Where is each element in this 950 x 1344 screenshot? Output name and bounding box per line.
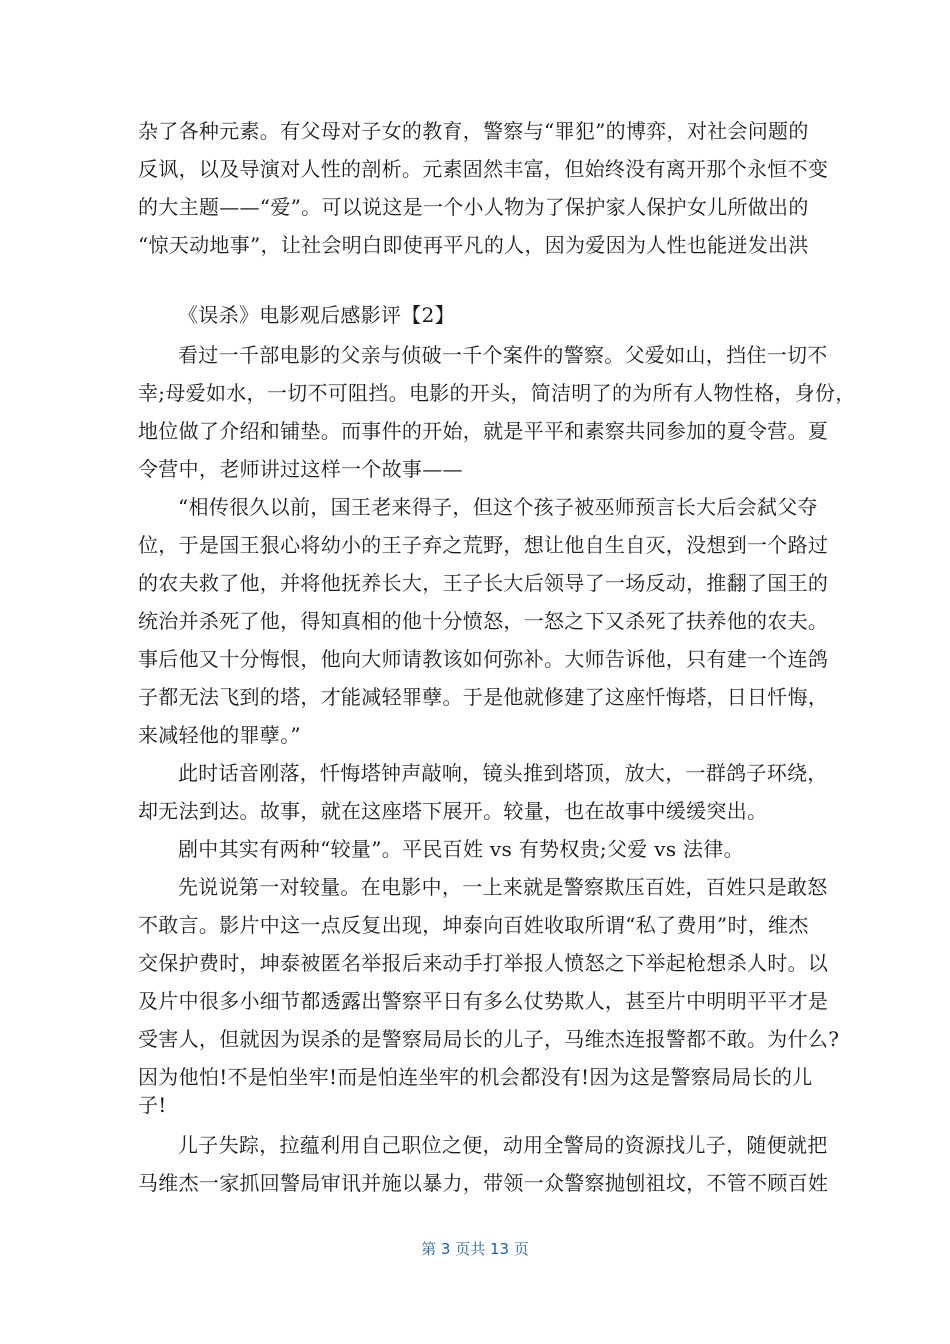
paragraph-line: 却无法到达。故事，就在这座塔下展开。较量，也在故事中缓缓突出。: [138, 799, 768, 823]
paragraph-line: 幸;母爱如水，一切不可阻挡。电影的开头，简洁明了的为所有人物性格，身份，: [138, 381, 856, 405]
paragraph-line: 因为他怕!不是怕坐牢!而是怕连坐牢的机会都没有!因为这是警察局局长的儿: [138, 1065, 813, 1089]
paragraph-line: 杂了各种元素。有父母对子女的教育，警察与“罪犯”的博弈，对社会问题的: [138, 119, 809, 143]
paragraph-line: 位，于是国王狠心将幼小的王子弃之荒野，想让他自生自灭，没想到一个路过: [138, 533, 829, 557]
paragraph-line: 马维杰一家抓回警局审讯并施以暴力，带领一众警察抛刨祖坟，不管不顾百姓: [138, 1171, 829, 1195]
paragraph-line: 及片中很多小细节都透露出警察平日有多么仗势欺人，甚至片中明明平平才是: [138, 989, 829, 1013]
paragraph-line: 的大主题——“爱”。可以说这是一个小人物为了保护家人保护女儿所做出的: [138, 195, 809, 219]
paragraph-line: 此时话音刚落，忏悔塔钟声敲响，镜头推到塔顶，放大，一群鸽子环绕，: [178, 761, 828, 785]
paragraph-line: 看过一千部电影的父亲与侦破一千个案件的警察。父爱如山，挡住一切不: [178, 343, 828, 367]
paragraph-line: 子!: [138, 1093, 167, 1117]
paragraph-line: 交保护费时，坤泰被匿名举报后来动手打举报人愤怒之下举起枪想杀人时。以: [138, 951, 829, 975]
paragraph-line: 反讽，以及导演对人性的剖析。元素固然丰富，但始终没有离开那个永恒不变: [138, 157, 829, 181]
paragraph-line: 的农夫救了他，并将他抚养长大，王子长大后领导了一场反动，推翻了国王的: [138, 571, 829, 595]
page-number: 第 3 页共 13 页: [421, 1240, 529, 1258]
paragraph-line: 令营中，老师讲过这样一个故事——: [138, 457, 463, 481]
paragraph-line: 受害人，但就因为误杀的是警察局局长的儿子，马维杰连报警都不敢。为什么?: [138, 1027, 840, 1051]
paragraph-line: “相传很久以前，国王老来得子，但这个孩子被巫师预言长大后会弑父夺: [178, 495, 818, 519]
paragraph-line: “惊天动地事”，让社会明白即使再平凡的人，因为爱因为人性也能迸发出洪: [138, 233, 809, 257]
paragraph-line: 剧中其实有两种“较量”。平民百姓 vs 有势权贵;父爱 vs 法律。: [178, 837, 744, 861]
paragraph-line: 来减轻他的罪孽。”: [138, 723, 301, 747]
paragraph-line: 事后他又十分悔恨，他向大师请教该如何弥补。大师告诉他，只有建一个连鸽: [138, 647, 829, 671]
paragraph-line: 子都无法飞到的塔，才能减轻罪孽。于是他就修建了这座忏悔塔，日日忏悔，: [138, 685, 829, 709]
paragraph-line: 先说说第一对较量。在电影中，一上来就是警察欺压百姓，百姓只是敢怒: [178, 875, 828, 899]
paragraph-line: 儿子失踪，拉蕴利用自己职位之便，动用全警局的资源找儿子，随便就把: [178, 1133, 828, 1157]
paragraph-line: 不敢言。影片中这一点反复出现，坤泰向百姓收取所谓“私了费用”时，维杰: [138, 913, 809, 937]
paragraph-line: 地位做了介绍和铺垫。而事件的开始，就是平平和素察共同参加的夏令营。夏: [138, 419, 829, 443]
paragraph-line: 统治并杀死了他，得知真相的他十分愤怒，一怒之下又杀死了扶养他的农夫。: [138, 609, 829, 633]
section-heading: 《误杀》电影观后感影评【2】: [178, 303, 455, 327]
